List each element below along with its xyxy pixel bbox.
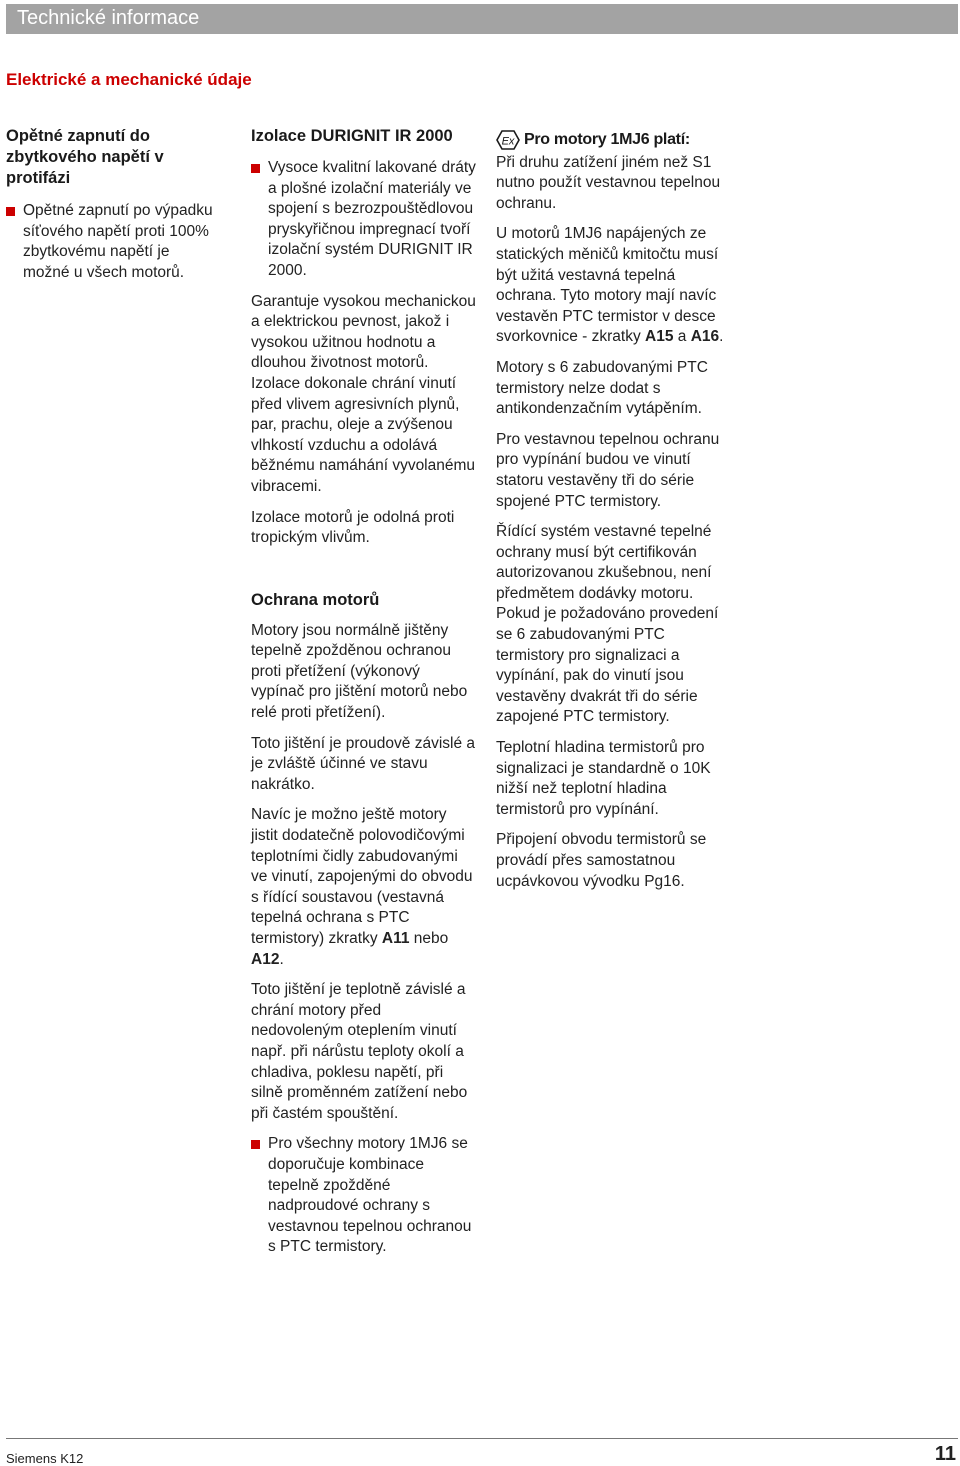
paragraph-insulation-strength: Garantuje vysokou mechanickou a elektrickou pevnost, jakož i vysokou užitnou hodnotu a dlouhou životnost motorů. Izolace dokonale chrání vinutí před vlivem agresivních plynů, par, prachu, oleje a zvýšenou vlhkostí vzduchu a odolává běžnému namáhání vyvolanému vibracemi. bbox=[251, 292, 476, 495]
column-right bbox=[496, 130, 726, 902]
column-left bbox=[6, 126, 216, 293]
ptc-sensors-end: . bbox=[279, 950, 284, 968]
page-number: 11 bbox=[934, 1443, 956, 1465]
converter-fed-conj: a bbox=[673, 328, 691, 346]
ptc-sensors-text: Navíc je možno ještě motory jistit dodatečně polovodičovými teplotními čidly zabudovanými ve vinutí, zapojenými do obvodu s řídící soustavou (vestavná tepelná ochrana s PTC termistory) zkratky bbox=[251, 806, 473, 947]
bullet-reclosing: Opětné zapnutí po výpadku síťového napětí proti 100% zbytkovému napětí je možné u všech motorů. bbox=[6, 201, 216, 283]
converter-fed-end: . bbox=[719, 328, 724, 346]
paragraph-current-dependent: Toto jištění je proudově závislé a je zvláště účinné ve stavu nakrátko. bbox=[251, 734, 476, 793]
page-header-title: Technické informace bbox=[17, 7, 200, 29]
paragraph-converter-fed bbox=[496, 224, 726, 348]
paragraph-stator-ptc: Pro vestavnou tepelnou ochranu pro vypínání budou ve vinutí statoru vestavěny tři do série spojené PTC termistory. bbox=[496, 430, 720, 510]
paragraph-tropical: Izolace motorů je odolná proti tropickým vlivům. bbox=[251, 508, 455, 547]
converter-fed-text: U motorů 1MJ6 napájených ze statických měničů kmitočtu musí být užitá vestavná tepelná ochrana. Tyto motory mají navíc vestavěn PTC termistor v desce svorkovnice - zkratky bbox=[496, 225, 719, 346]
ptc-sensors-conj: nebo bbox=[409, 930, 449, 947]
bullet-1mj6-recommendation: Pro všechny motory 1MJ6 se doporučuje kombinace tepelně zpožděné nadproudové ochrany s vestavnou tepelnou ochranou s PTC termistory. bbox=[251, 1134, 476, 1258]
bullet-insulation: Vysoce kvalitní lakované dráty a plošné izolační materiály ve spojení s bezrozpouštědlovou pryskyřičnou impregnací tvoří izolační systém DURIGNIT IR 2000. bbox=[251, 158, 476, 282]
paragraph-temperature-level: Teplotní hladina termistorů pro signalizaci je standardně o 10K nižší než teplotní hladina termistorů pro vypínání. bbox=[496, 739, 711, 818]
paragraph-overload: Motory jsou normálně jištěny tepelně zpožděnou ochranou proti přetížení (výkonový vypínač pro jištění motorů nebo relé proti přetížení). bbox=[251, 621, 468, 722]
column-middle bbox=[251, 126, 476, 1268]
heading-1mj6-rules: Pro motory 1MJ6 platí: bbox=[524, 131, 690, 148]
code-a15: A15 bbox=[645, 328, 674, 346]
paragraph-s1-duty: Při druhu zatížení jiném než S1 nutno použít vestavnou tepelnou ochranu. bbox=[496, 153, 721, 212]
paragraph-ptc-sensors bbox=[251, 805, 476, 970]
ex-heading bbox=[496, 130, 726, 151]
footer-divider bbox=[6, 1438, 958, 1439]
heading-motor-protection: Ochrana motorů bbox=[251, 590, 380, 609]
explosion-proof-icon bbox=[496, 130, 520, 150]
paragraph-temperature-dependent: Toto jištění je teplotně závislé a chrání motory před nedovoleným oteplením vinutí např. při nárůstu teploty okolí a chladiva, poklesu napětí, při silně proměnném zatížení nebo při častém spouštění. bbox=[251, 981, 468, 1122]
heading-insulation: Izolace DURIGNIT IR 2000 bbox=[251, 127, 453, 145]
code-a11: A11 bbox=[381, 930, 410, 947]
header-bar bbox=[6, 4, 958, 34]
paragraph-anticondensation: Motory s 6 zabudovanými PTC termistory nelze dodat s antikondenzačním vytápěním. bbox=[496, 358, 708, 418]
heading-reclosing: Opětné zapnutí do zbytkového napětí v protifázi bbox=[6, 127, 164, 187]
paragraph-control-system: Řídící systém vestavné tepelné ochrany musí být certifikován autorizovanou zkušebnou, není předmětem dodávky motoru. Pokud je požadováno provedení se 6 zabudovanými PTC termistory pro signalizaci a vypínání, pak do vinutí jsou vestavěny dvakrát tři do série zapojené PTC termistory. bbox=[496, 523, 719, 726]
footer-catalog: Siemens K12 bbox=[6, 1451, 84, 1466]
paragraph-connection: Připojení obvodu termistorů se provádí přes samostatnou ucpávkovou vývodku Pg16. bbox=[496, 831, 707, 890]
ex-icon-text: Ex bbox=[501, 135, 515, 148]
code-a12: A12 bbox=[251, 950, 280, 968]
code-a16: A16 bbox=[690, 328, 720, 346]
section-subtitle: Elektrické a mechanické údaje bbox=[6, 70, 252, 89]
